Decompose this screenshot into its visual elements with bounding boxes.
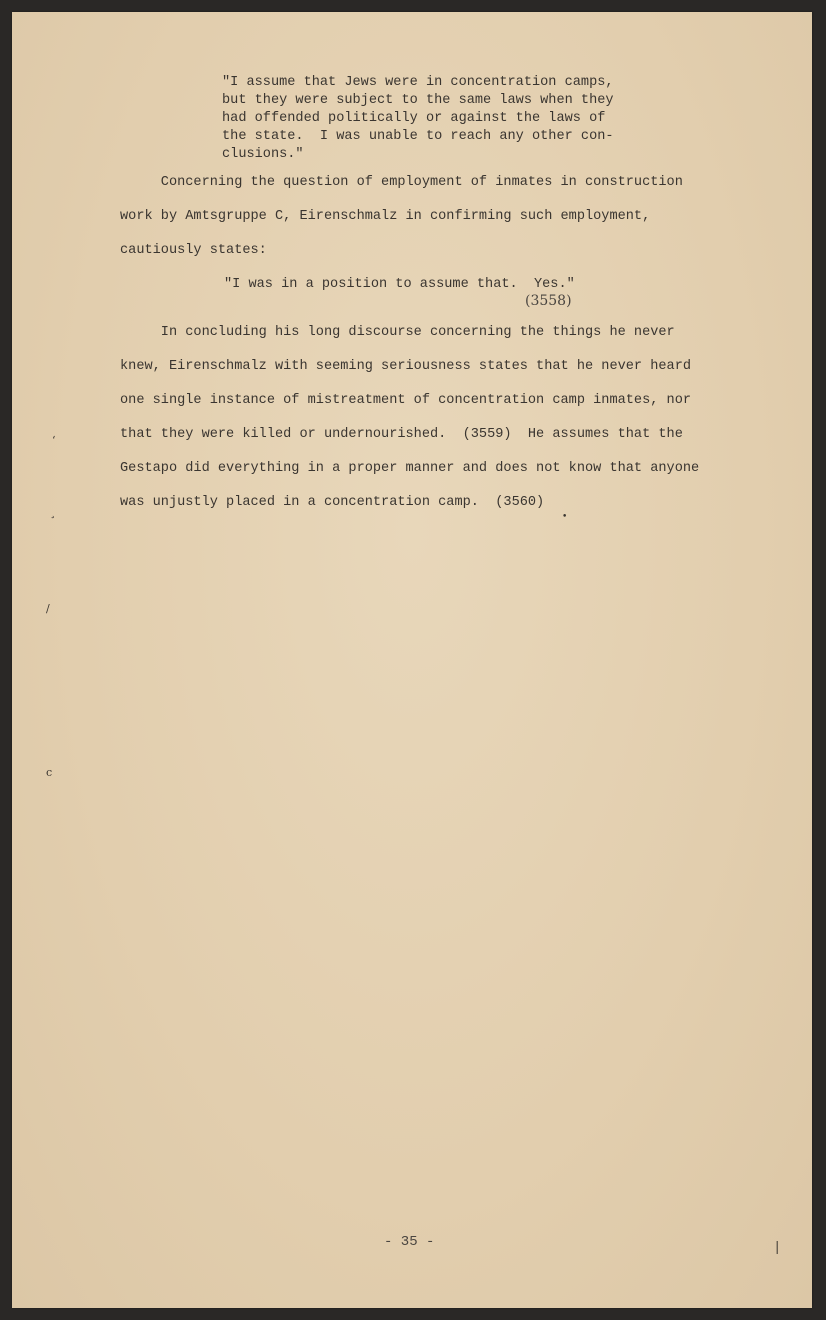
margin-mark: / xyxy=(46,602,50,615)
paragraph-2-line-2: knew, Eirenschmalz with seeming seriousness states that he never heard xyxy=(120,359,692,374)
paragraph-2-line-1: In concluding his long discourse concerning the things he never xyxy=(120,325,675,340)
quote-1-line-1: "I assume that Jews were in concentration camps, xyxy=(222,75,614,90)
quote-1-line-5: clusions." xyxy=(222,147,304,162)
paragraph-2-line-3: one single instance of mistreatment of concentration camp inmates, nor xyxy=(120,393,692,408)
document-page xyxy=(12,12,812,1308)
paragraph-1-line-1: Concerning the question of employment of inmates in construction xyxy=(120,175,683,190)
quote-2-reference: (3558) xyxy=(525,293,572,309)
ink-dot: • xyxy=(562,512,568,522)
quote-1-line-4: the state. I was unable to reach any other con- xyxy=(222,129,614,144)
page-number: - 35 - xyxy=(384,1234,435,1250)
margin-mark: c xyxy=(46,766,53,779)
quote-2-text: "I was in a position to assume that. Yes." xyxy=(224,277,575,292)
margin-mark: ¸ xyxy=(50,506,56,519)
paragraph-1-line-3: cautiously states: xyxy=(120,243,267,258)
paragraph-2-line-5: Gestapo did everything in a proper manner and does not know that anyone xyxy=(120,461,700,476)
margin-mark: ‘ xyxy=(52,434,56,447)
paragraph-2-line-4: that they were killed or undernourished. (3559) He assumes that the xyxy=(120,427,683,442)
paragraph-2-line-6: was unjustly placed in a concentration camp. (3560) xyxy=(120,495,545,510)
quote-1-line-3: had offended politically or against the laws of xyxy=(222,111,606,126)
quote-1-line-2: but they were subject to the same laws when they xyxy=(222,93,614,108)
margin-mark: | xyxy=(775,1240,780,1255)
paragraph-1-line-2: work by Amtsgruppe C, Eirenschmalz in confirming such employment, xyxy=(120,209,651,224)
